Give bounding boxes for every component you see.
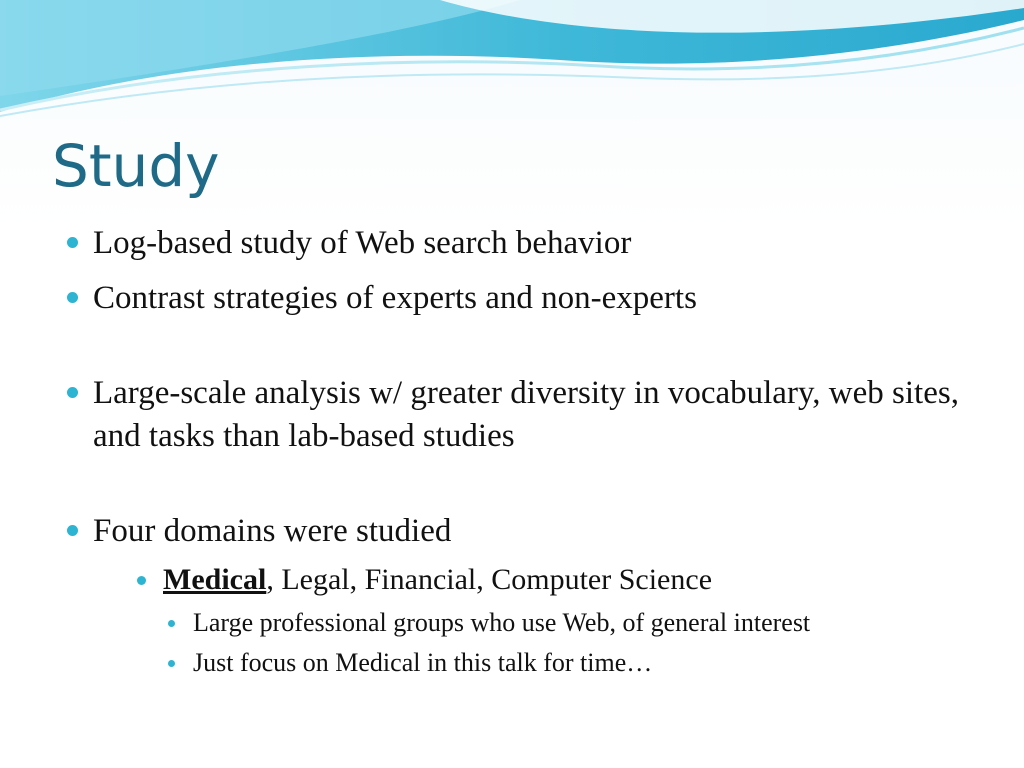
sub-sub-bullet-item bbox=[165, 606, 984, 639]
bullet-item bbox=[64, 372, 984, 458]
bullet-icon bbox=[67, 387, 78, 398]
sub-sub-bullet-icon bbox=[168, 660, 175, 667]
slide-title: Study bbox=[52, 132, 220, 200]
bullet-list bbox=[64, 222, 984, 679]
sub-bullet-text bbox=[163, 563, 712, 596]
bullet-text: Four domains were studied bbox=[93, 513, 452, 549]
sub-bullet-item bbox=[105, 561, 984, 599]
bullet-text: Log-based study of Web search behavior bbox=[93, 225, 632, 261]
bullet-item bbox=[64, 222, 984, 265]
emphasis-medical: Medical bbox=[163, 563, 267, 596]
bullet-item bbox=[64, 277, 984, 320]
bullet-icon bbox=[67, 237, 78, 248]
sub-sub-bullet-text: Just focus on Medical in this talk for time… bbox=[193, 648, 653, 677]
sub-bullet-rest: , Legal, Financial, Computer Science bbox=[266, 563, 713, 596]
header-wave-decoration bbox=[0, 0, 1024, 120]
bullet-item bbox=[64, 510, 984, 679]
slide-body bbox=[64, 222, 984, 691]
sub-bullet-icon bbox=[137, 576, 146, 585]
bullet-icon bbox=[67, 525, 78, 536]
sub-sub-bullet-text: Large professional groups who use Web, of general interest bbox=[193, 608, 811, 637]
bullet-text: Large-scale analysis w/ greater diversity in vocabulary, web sites, and tasks than lab-based studies bbox=[93, 375, 959, 454]
sub-bullet-list bbox=[93, 561, 984, 599]
bullet-icon bbox=[67, 292, 78, 303]
sub-sub-bullet-item bbox=[165, 646, 984, 679]
sub-sub-bullet-icon bbox=[168, 620, 175, 627]
bullet-text: Contrast strategies of experts and non-experts bbox=[93, 280, 697, 316]
sub-sub-bullet-list bbox=[93, 606, 984, 679]
